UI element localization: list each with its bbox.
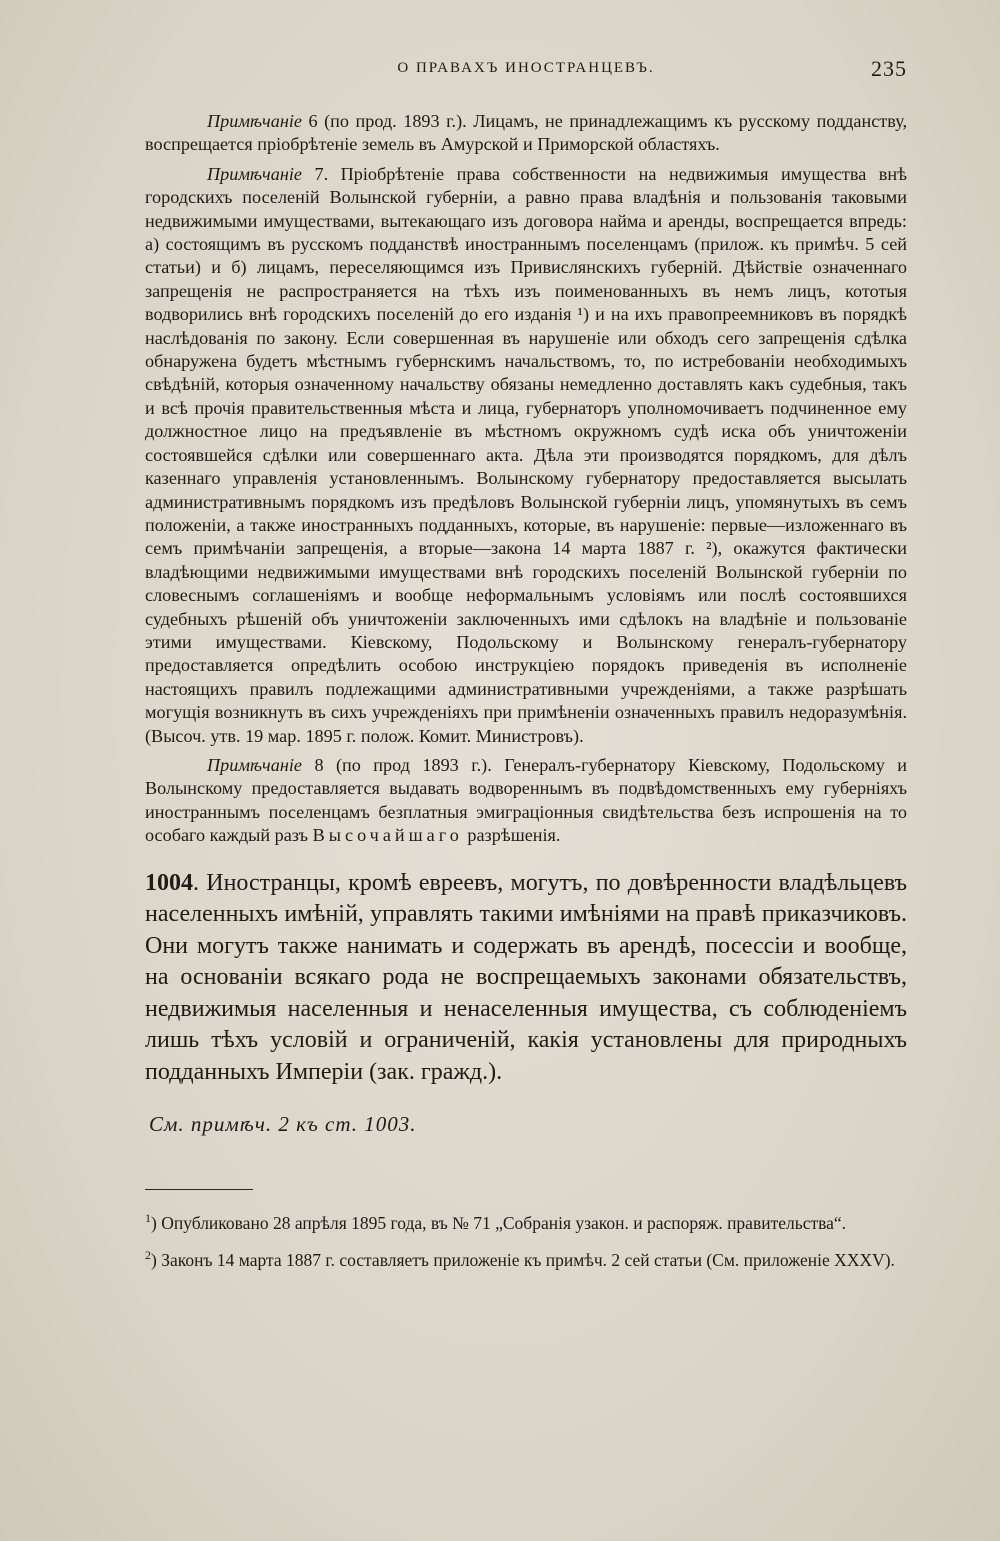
footnote-mark: 2 [145,1247,151,1262]
note-number: 6 [308,111,318,131]
note-label: Примѣчаніе [207,111,302,131]
note-6 [145,110,907,157]
note-label: Примѣчаніе [207,754,302,775]
running-title: О ПРАВАХЪ ИНОСТРАНЦЕВЪ. [397,60,655,76]
note-number: 8 [314,754,324,775]
footnote-text: ) Законъ 14 марта 1887 г. составляетъ приложеніе къ примѣч. 2 сей статьи (См. приложеніе XXXV). [151,1249,895,1270]
article-number: 1004 [145,869,193,896]
note-text-tail: разрѣшенія. [462,825,561,846]
article-text: . Иностранцы, кромѣ евреевъ, могутъ, по довѣренности владѣльцевъ населенныхъ имѣній, управлять такими имѣніями на правѣ приказчиковъ. Они могутъ также нанимать и содержать въ арендѣ, посессіи и вообще, на основаніи всякаго рода не воспрещаемыхъ законами обязательствъ, недвижимыя населенныя и ненаселенныя имущества, съ соблюденіемъ лишь тѣхъ условій и ограниченій, какія установлены для природныхъ подданныхъ Имперіи (зак. гражд.). [145,869,907,1085]
note-text: (по прод 1893 г.). Генералъ-губернатору Кіевскому, Подольскому и Волынскому предоставляется выдавать водвореннымъ въ подвѣдомственныхъ ему губерніяхъ иностраннымъ поселенцамъ безплатныя эмиграціонныя свидѣтельства безъ испрошенія на то особаго каждый разъ [145,754,908,846]
footnote-1 [145,1206,907,1235]
page-number: 235 [871,56,907,81]
footnote-text: ) Опубликовано 28 апрѣля 1895 года, въ № 71 „Собранія узакон. и распоряж. правительства“. [151,1212,847,1233]
note-8 [145,754,907,848]
note-7 [145,163,907,748]
note-label: Примѣчаніе [207,163,302,184]
spaced-word: Высочайшаго [312,825,463,846]
footnote-divider [145,1189,253,1190]
note-text: . Пріобрѣтеніе права собственности на недвижимыя имущества внѣ городскихъ поселеній Волынской губерніи, а равно права владѣнія и пользованія таковыми недвижимыми имуществами, вытекающаго изъ договора найма и аренды, воспрещается впредь: а) состоящимъ въ русскомъ подданствѣ иностраннымъ поселенцамъ (прилож. къ примѣч. 5 сей статьи) и б) лицамъ, переселяющимся изъ Привислянскихъ губерній. Дѣйствіе означеннаго запрещенія не распространяется на тѣхъ изъ поименованныхъ въ немъ лицъ, кототыя водворились внѣ городскихъ поселеній до его изданія ¹) и на ихъ правопреемниковъ въ порядкѣ наслѣдованія по закону. Если совершенная въ нарушеніе или обходъ сего запрещенія сдѣлка обнаружена будетъ мѣстнымъ губернскимъ начальствомъ, то, по истребованіи необходимыхъ свѣдѣній, которыя означенному начальству обязаны немедленно доставлять какъ судебныя, такъ и всѣ прочія правительственныя мѣста и лица, губернаторъ уполномочиваетъ подчиненное ему должностное лицо на предъявленіе въ мѣстномъ окружномъ судѣ иска объ уничтоженіи состоявшейся сдѣлки или совершеннаго акта. Дѣла эти производятся порядкомъ, для дѣлъ казеннаго управленія установленнымъ. Волынскому губернатору предоставляется высылать административнымъ порядкомъ изъ предѣловъ Волынской губерніи лицъ, упомянутыхъ въ семъ положеніи, а также иностранныхъ подданныхъ, которые, въ нарушеніе: первые—изложеннаго въ семъ примѣчаніи запрещенія, а вторые—закона 14 марта 1887 г. ²), окажутся фактически владѣющими недвижимыми имуществами внѣ городскихъ поселеній Волынской губерніи по словеснымъ соглашеніямъ и вообще неформальнымъ условіямъ или послѣ состоявшихся судебныхъ рѣшеній объ уничтоженіи заключенныхъ ими сдѣлокъ на владѣніе и пользованіе этими имуществами. Кіевскому, Подольскому и Волынскому генералъ-губернатору предоставляется опредѣлить особою инструкціею порядокъ приведенія въ исполненіе настоящихъ правилъ подлежащими административными учрежденіями, а также разрѣшать могущія возникнуть въ сихъ учрежденіяхъ при примѣненіи означенныхъ правилъ недоразумѣнія. (Высоч. утв. 19 мар. 1895 г. полож. Комит. Министровъ). [145,163,907,746]
footnote-mark: 1 [145,1211,151,1226]
article-1004 [145,868,907,1089]
see-also-reference: См. примѣч. 2 къ ст. 1003. [149,1112,417,1137]
note-number: 7 [314,163,324,184]
note-text: (по прод. 1893 г.). Лицамъ, не принадлежащимъ къ русскому подданству, воспрещается пріобрѣтеніе земель въ Амурской и Приморской областяхъ. [145,111,908,155]
page-content [145,110,907,1280]
footnote-2 [145,1243,907,1272]
page-header [145,56,907,86]
